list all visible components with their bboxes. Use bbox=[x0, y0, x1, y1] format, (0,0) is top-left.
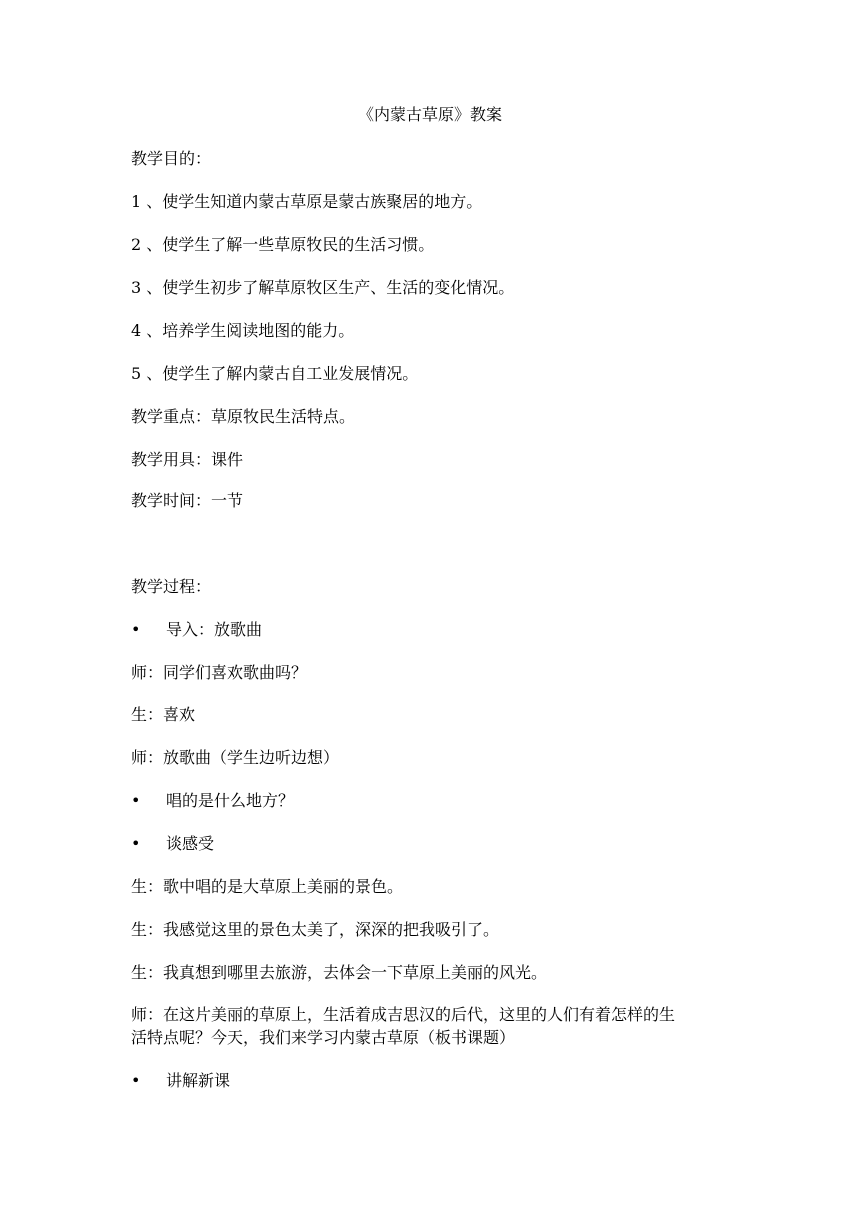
document-title: 《内蒙古草原》教案 bbox=[357, 105, 502, 124]
bullet-text: 谈感受 bbox=[166, 834, 215, 853]
bullet-icon: • bbox=[131, 620, 141, 639]
bullet-icon: • bbox=[131, 791, 141, 810]
bullet-item-question bbox=[131, 791, 294, 811]
bullet-text: 唱的是什么地方？ bbox=[166, 791, 295, 810]
dialogue-line: 师：在这片美丽的草原上，生活着成吉思汉的后代，这里的人们有着怎样的生 bbox=[131, 1005, 676, 1024]
bullet-item-new-lesson bbox=[131, 1071, 230, 1091]
bullet-text: 讲解新课 bbox=[166, 1071, 231, 1090]
dialogue-line: 生：歌中唱的是大草原上美丽的景色。 bbox=[131, 877, 404, 896]
objective-item-4: 4 、培养学生阅读地图的能力。 bbox=[131, 321, 355, 340]
objective-item-2: 2 、使学生了解一些草原牧民的生活习惯。 bbox=[131, 235, 435, 254]
bullet-item-feelings bbox=[131, 834, 214, 854]
teaching-time: 教学时间：一节 bbox=[131, 491, 244, 510]
teaching-tools: 教学用具：课件 bbox=[131, 450, 244, 469]
dialogue-line: 生：我感觉这里的景色太美了，深深的把我吸引了。 bbox=[131, 920, 500, 939]
dialogue-line: 师：放歌曲（学生边听边想） bbox=[131, 748, 340, 767]
bullet-text: 导入：放歌曲 bbox=[166, 620, 263, 639]
process-heading: 教学过程： bbox=[131, 577, 212, 596]
dialogue-line: 生：我真想到哪里去旅游，去体会一下草原上美丽的风光。 bbox=[131, 963, 548, 982]
objective-item-1: 1 、使学生知道内蒙古草原是蒙古族聚居的地方。 bbox=[131, 192, 483, 211]
objective-item-5: 5 、使学生了解内蒙古自工业发展情况。 bbox=[131, 364, 419, 383]
bullet-icon: • bbox=[131, 834, 141, 853]
dialogue-line: 生：喜欢 bbox=[131, 705, 196, 724]
dialogue-line: 师：同学们喜欢歌曲吗？ bbox=[131, 663, 308, 682]
dialogue-line: 活特点呢？今天，我们来学习内蒙古草原（板书课题） bbox=[131, 1028, 516, 1047]
objective-item-3: 3 、使学生初步了解草原牧区生产、生活的变化情况。 bbox=[131, 278, 515, 297]
key-point: 教学重点：草原牧民生活特点。 bbox=[131, 407, 356, 426]
objectives-heading: 教学目的： bbox=[131, 149, 212, 168]
bullet-icon: • bbox=[131, 1071, 141, 1090]
bullet-item-intro bbox=[131, 620, 262, 640]
